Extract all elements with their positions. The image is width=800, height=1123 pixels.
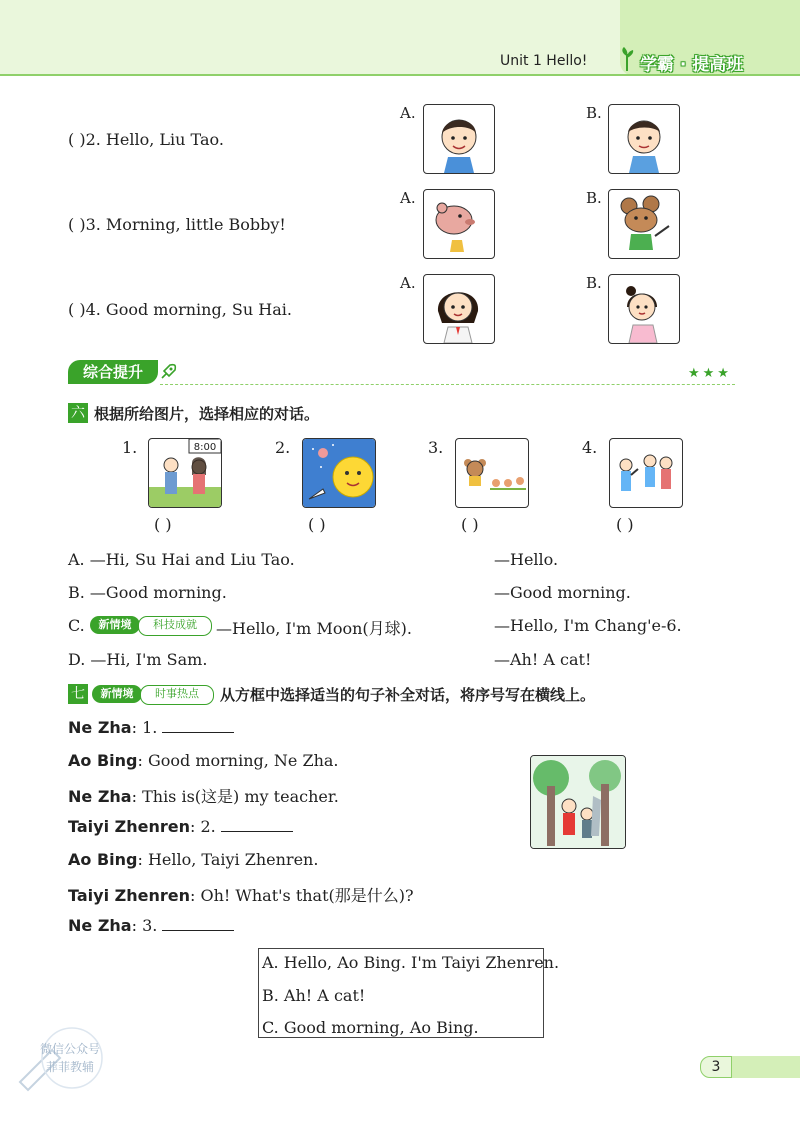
dialog-b-left: B. —Good morning. bbox=[68, 583, 227, 602]
dialog-d-right: —Ah! A cat! bbox=[494, 650, 592, 669]
watermark-line-2: 菲菲教辅 bbox=[46, 1060, 95, 1074]
new-context-pill: 新情境 bbox=[92, 685, 142, 703]
question-number-7: 七 bbox=[68, 684, 88, 704]
difficulty-stars: ★★★ bbox=[688, 366, 732, 381]
picture-label-2: 2. bbox=[275, 438, 291, 457]
answer-blank-3[interactable] bbox=[162, 916, 234, 931]
rocket-icon bbox=[158, 362, 178, 386]
picture-label-3: 3. bbox=[428, 438, 444, 457]
current-events-pill: 时事热点 bbox=[140, 685, 214, 705]
option-b-label: B. bbox=[586, 274, 602, 292]
new-context-pill: 新情境 bbox=[90, 616, 140, 634]
boy-face-picture-b bbox=[608, 104, 680, 174]
dialog-b-right: —Good morning. bbox=[494, 583, 631, 602]
bear-picture-a bbox=[423, 189, 495, 259]
unit-title: Unit 1 Hello! bbox=[500, 53, 588, 69]
girl-face-picture-a bbox=[423, 274, 495, 344]
watermark-text bbox=[40, 1040, 100, 1076]
question-7-instruction: 从方框中选择适当的句子补全对话，将序号写在横线上。 bbox=[220, 686, 596, 704]
answer-paren-2[interactable]: ( ) bbox=[308, 515, 326, 534]
option-a-label: A. bbox=[400, 104, 416, 122]
option-b-label: B. bbox=[586, 189, 602, 207]
dialog-line-3 bbox=[68, 784, 339, 807]
dialog-line-1 bbox=[68, 718, 234, 737]
dialog-line-7 bbox=[68, 916, 234, 935]
line-text: : This is(这是) my teacher. bbox=[131, 787, 339, 806]
page-number: 3 bbox=[700, 1056, 732, 1078]
answer-paren-3[interactable]: ( ) bbox=[461, 515, 479, 534]
option-a-label: A. bbox=[400, 274, 416, 292]
dialog-line-2 bbox=[68, 751, 339, 770]
picture-label-4: 4. bbox=[582, 438, 598, 457]
dialog-a-left: A. —Hi, Su Hai and Liu Tao. bbox=[68, 550, 295, 569]
line-text: : Hello, Taiyi Zhenren. bbox=[137, 850, 319, 869]
brand-label: 学霸 · 提高班 bbox=[640, 55, 744, 75]
option-b: B. Ah! A cat! bbox=[262, 986, 366, 1005]
answer-blank-2[interactable] bbox=[221, 817, 293, 832]
dialog-line-5 bbox=[68, 850, 318, 869]
speaker-name: Ne Zha bbox=[68, 787, 132, 806]
dialog-c-left: —Hello, I'm Moon(月球). bbox=[216, 619, 412, 638]
dialog-line-4 bbox=[68, 817, 293, 836]
option-b-label: B. bbox=[586, 104, 602, 122]
dialog-c-right: —Hello, I'm Chang'e-6. bbox=[494, 616, 682, 635]
answer-paren-4[interactable]: ( ) bbox=[616, 515, 634, 534]
question-number-6: 六 bbox=[68, 403, 88, 423]
answer-blank-1[interactable] bbox=[162, 718, 234, 733]
moon-rocket-picture bbox=[302, 438, 376, 508]
question-6-instruction: 根据所给图片，选择相应的对话。 bbox=[94, 405, 320, 423]
clock-text: 8:00 bbox=[193, 442, 217, 453]
bear-cat-picture bbox=[455, 438, 529, 508]
option-a-label: A. bbox=[400, 189, 416, 207]
speaker-name: Taiyi Zhenren bbox=[68, 817, 190, 836]
line-text: : Good morning, Ne Zha. bbox=[137, 751, 339, 770]
kids-clock-picture bbox=[148, 438, 222, 508]
page-tab bbox=[730, 1056, 800, 1078]
dialog-d-left: D. —Hi, I'm Sam. bbox=[68, 650, 208, 669]
matching-question-2: ( )2. Hello, Liu Tao. bbox=[68, 130, 224, 149]
girl-face-picture-b bbox=[608, 274, 680, 344]
answer-paren-1[interactable]: ( ) bbox=[154, 515, 172, 534]
dialog-a-right: —Hello. bbox=[494, 550, 559, 569]
dialog-c-prefix: C. bbox=[68, 616, 85, 635]
speaker-name: Ao Bing bbox=[68, 751, 138, 770]
section-divider bbox=[160, 384, 735, 385]
speaker-name: Ao Bing bbox=[68, 850, 138, 869]
watermark-line-1: 微信公众号 bbox=[40, 1042, 101, 1056]
line-text: : Oh! What's that(那是什么)? bbox=[189, 886, 414, 905]
speaker-name: Taiyi Zhenren bbox=[68, 886, 190, 905]
option-c: C. Good morning, Ao Bing. bbox=[262, 1018, 479, 1037]
dialog-line-6 bbox=[68, 883, 414, 906]
matching-question-4: ( )4. Good morning, Su Hai. bbox=[68, 300, 292, 319]
children-greeting-picture bbox=[609, 438, 683, 508]
option-a: A. Hello, Ao Bing. I'm Taiyi Zhenren. bbox=[262, 953, 560, 972]
line-text: : 1. bbox=[131, 718, 158, 737]
section-title: 综合提升 bbox=[68, 360, 158, 384]
tech-achievement-pill: 科技成就 bbox=[138, 616, 212, 636]
boy-face-picture-a bbox=[423, 104, 495, 174]
picture-label-1: 1. bbox=[122, 438, 138, 457]
line-text: : 3. bbox=[131, 916, 158, 935]
speaker-name: Ne Zha bbox=[68, 916, 132, 935]
mouse-picture-b bbox=[608, 189, 680, 259]
speaker-name: Ne Zha bbox=[68, 718, 132, 737]
sprout-icon bbox=[618, 46, 636, 76]
line-text: : 2. bbox=[189, 817, 216, 836]
matching-question-3: ( )3. Morning, little Bobby! bbox=[68, 215, 286, 234]
nezha-scene-picture bbox=[530, 755, 626, 849]
